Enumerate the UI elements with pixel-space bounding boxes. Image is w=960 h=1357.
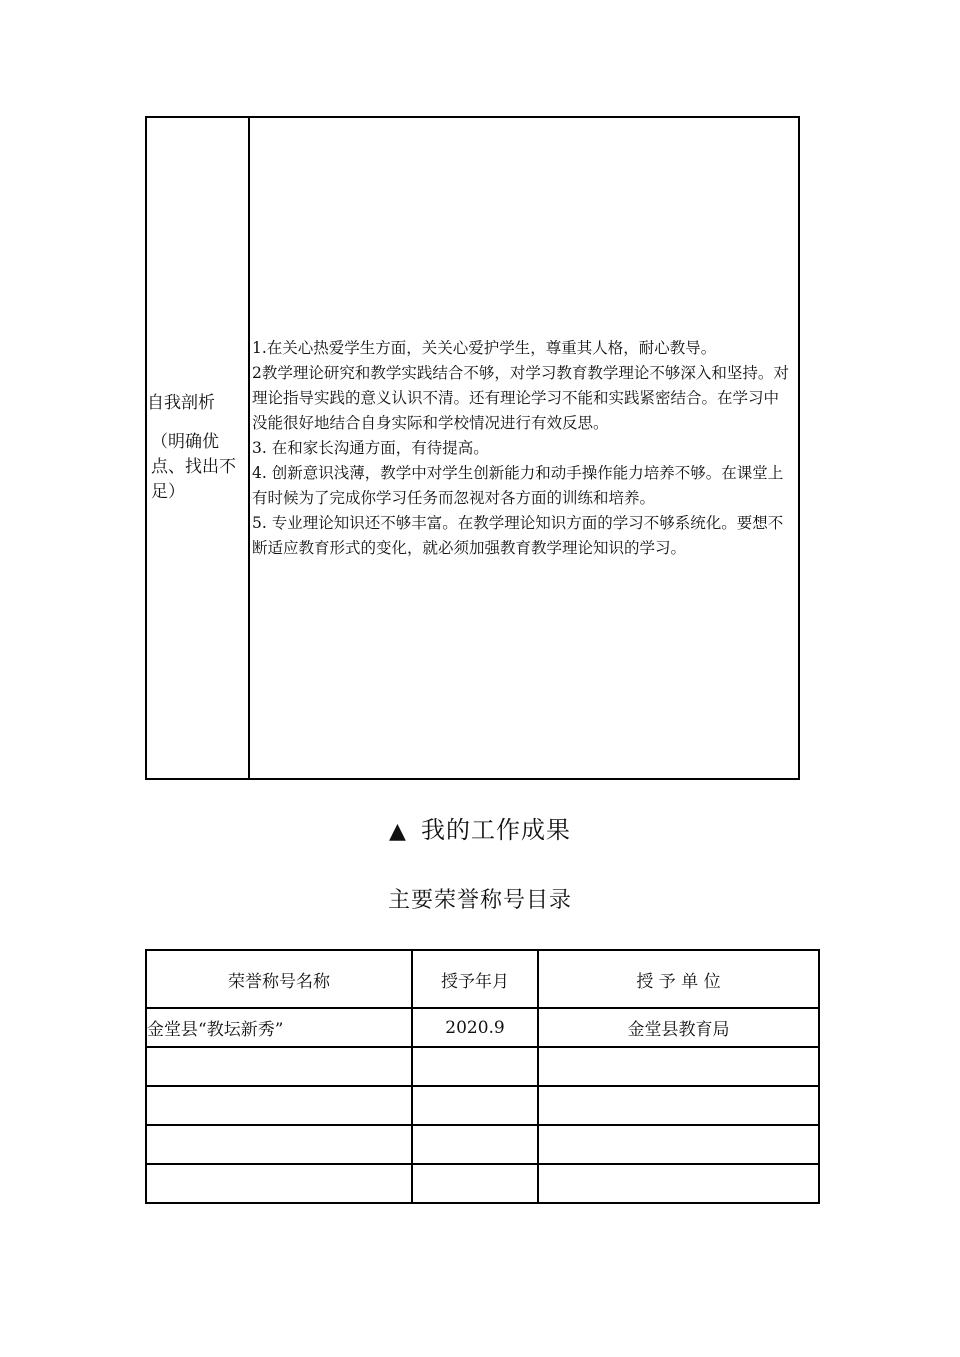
award-date-cell — [412, 1125, 538, 1164]
section-heading — [0, 812, 960, 850]
honor-name-cell — [146, 1047, 412, 1086]
award-unit-cell — [538, 1164, 819, 1203]
header-honor-name: 荣誉称号名称 — [146, 950, 412, 1008]
self-analysis-label: 自我剖析 — [147, 393, 215, 413]
self-analysis-content — [249, 117, 799, 779]
analysis-paragraph: 4. 创新意识浅薄，教学中对学生创新能力和动手操作能力培养不够。在课堂上有时候为了完成你学习任务而忽视对各方面的训练和培养。 — [252, 463, 784, 507]
analysis-paragraph: 2教学理论研究和教学实践结合不够，对学习教育教学理论不够深入和坚持。对理论指导实践的意义认识不清。还有理论学习不能和实践紧密结合。在学习中没能很好地结合自身实际和学校情况进行有效反思。 — [252, 363, 789, 432]
honors-list-title: 主要荣誉称号目录 — [387, 888, 572, 913]
table-row — [146, 1164, 819, 1203]
award-unit-cell: 金堂县教育局 — [538, 1008, 819, 1047]
award-unit-cell — [538, 1086, 819, 1125]
award-unit-cell — [538, 1125, 819, 1164]
award-date-cell: 2020.9 — [412, 1008, 538, 1047]
honor-name-cell — [146, 1086, 412, 1125]
honors-table — [145, 949, 820, 1204]
analysis-paragraph: 1.在关心热爱学生方面，关关心爱护学生，尊重其人格，耐心教导。 — [252, 338, 717, 357]
table-row — [146, 1125, 819, 1164]
analysis-paragraph: 3. 在和家长沟通方面，有待提高。 — [252, 438, 489, 457]
self-analysis-label-cell — [146, 117, 249, 779]
triangle-marker-icon: ▲ — [389, 819, 407, 844]
table-row — [146, 1047, 819, 1086]
table-row — [146, 1008, 819, 1047]
header-award-date: 授予年月 — [412, 950, 538, 1008]
award-date-cell — [412, 1086, 538, 1125]
honor-name-cell: 金堂县“教坛新秀” — [146, 1008, 412, 1047]
self-analysis-sublabel: （明确优点、找出不足） — [151, 432, 236, 502]
award-unit-cell — [538, 1047, 819, 1086]
table-row — [146, 1086, 819, 1125]
header-award-unit: 授 予 单 位 — [538, 950, 819, 1008]
honors-header-row — [146, 950, 819, 1008]
self-analysis-table — [145, 116, 800, 780]
honor-name-cell — [146, 1125, 412, 1164]
honor-name-cell — [146, 1164, 412, 1203]
section-heading-text: 我的工作成果 — [420, 816, 571, 844]
analysis-paragraph: 5. 专业理论知识还不够丰富。在教学理论知识方面的学习不够系统化。要想不断适应教育形式的变化，就必须加强教育教学理论知识的学习。 — [252, 513, 784, 557]
award-date-cell — [412, 1164, 538, 1203]
award-date-cell — [412, 1047, 538, 1086]
